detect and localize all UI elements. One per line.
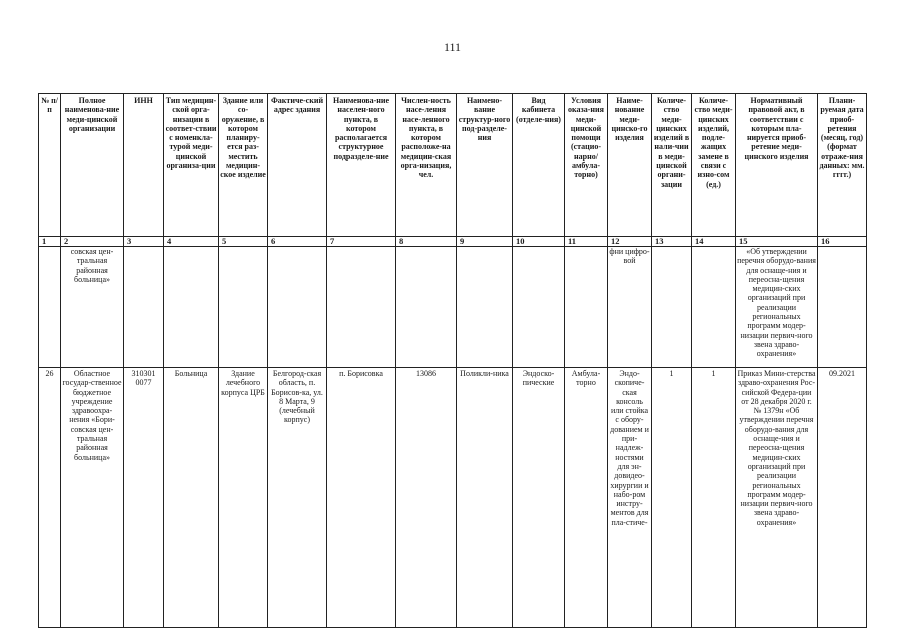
table-cell [164,247,219,368]
table-row [39,368,867,628]
header-cell: Наимено-вание структур-ного под-разделе-ния [457,94,513,237]
header-cell: Полное наименова-ние меди-цинской организации [61,94,124,237]
column-number: 15 [736,237,818,247]
header-cell: Плани-руемая дата приоб-ретения (месяц, год) (формат отраже-ния данных: мм. гггг.) [818,94,867,237]
device-name: Эндо-скопиче-ская консоль или стойка с обору-дованием и при-надлеж-ностями для эн-довидео-хирургии и набо-ром инстру-ментов для пла-стиче- [608,368,652,628]
header-cell: Нормативный правовой акт, в соответствии с которым пла-нируется приоб-ретение меди-цинского изделия [736,94,818,237]
care-conditions: Амбула-торно [565,368,608,628]
planned-date: 09.2021 [818,368,867,628]
column-number: 8 [396,237,457,247]
table-cell [565,247,608,368]
page-number: 111 [443,40,462,54]
row-number: 26 [39,368,61,628]
column-number: 14 [692,237,736,247]
column-number: 10 [513,237,565,247]
column-number: 13 [652,237,692,247]
table-cell [396,247,457,368]
population: 13086 [396,368,457,628]
header-cell: Условия оказа-ния меди-цинской помощи (стацио-нарно/ амбула-торно) [565,94,608,237]
column-number: 6 [268,237,327,247]
settlement: п. Борисовка [327,368,396,628]
header-cell: Количе-ство меди-цинских изделий, подле-жащих замене в связи с изно-сом (ед.) [692,94,736,237]
table-cell [692,247,736,368]
table-cell [457,247,513,368]
header-cell: Тип медицин-ской орга-низации в соответ-ствии с номенкла-турой меди-цинской организа-ции [164,94,219,237]
table-cell [124,247,164,368]
header-cell: Здание или со-оружение, в котором планиру-ется раз-местить медицин-ское изделие [219,94,268,237]
subdivision: Поликли-ника [457,368,513,628]
header-cell: Вид кабинета (отделе-ния) [513,94,565,237]
header-cell: Количе-ство меди-цинских изделий в нали-чии в меди-цинской органи-зации [652,94,692,237]
header-cell: Фактиче-ский адрес здания [268,94,327,237]
column-number: 7 [327,237,396,247]
devices-available: 1 [652,368,692,628]
column-number: 5 [219,237,268,247]
table-cell [327,247,396,368]
table-header-row [39,94,867,237]
header-cell: Числен-ность насе-ления насе-ленного пункта, в котором расположе-на медицин-ская орга-низация, чел. [396,94,457,237]
column-number: 2 [61,237,124,247]
organization-name: Областное государ-ственное бюджетное учреждение здравоохра-нения «Бори-совская цен-тральная районная больница» [61,368,124,628]
column-number: 11 [565,237,608,247]
department-type: Эндоско-пические [513,368,565,628]
header-cell: Наименова-ние населен-ного пункта, в котором располагается структурное подразделе-ние [327,94,396,237]
legal-act: Приказ Мини-стерства здраво-охранения Рос-сийской Федера-ции от 28 декабря 2020 г. № 1379н «Об утверждении перечня оборудо-вания для оснаще-ния и переосна-щения медицин-ских организаций при реализации региональных программ модер-низации первич-ного звена здраво-охранения» [736,368,818,628]
address: Белгород-ская область, п. Борисов-ка, ул. 8 Марта, 9 (лечебный корпус) [268,368,327,628]
building: Здание лечебного корпуса ЦРБ [219,368,268,628]
column-number: 1 [39,237,61,247]
column-number: 12 [608,237,652,247]
column-number: 3 [124,237,164,247]
table-cell [818,247,867,368]
table-cell [513,247,565,368]
medical-equipment-table [38,93,867,628]
table-cell [652,247,692,368]
table-cell [268,247,327,368]
column-number: 16 [818,237,867,247]
continued-table-row [39,247,867,368]
table-cell: фни цифро-вой [608,247,652,368]
column-number: 4 [164,237,219,247]
column-number: 9 [457,237,513,247]
devices-to-replace: 1 [692,368,736,628]
organization-type: Больница [164,368,219,628]
inn: 310301 0077 [124,368,164,628]
header-cell: № п/п [39,94,61,237]
table-cell: совская цен-тральная районная больница» [61,247,124,368]
table-cell [39,247,61,368]
table-cell: «Об утверждении перечня оборудо-вания для оснаще-ния и переосна-щения медицин-ских организаций при реализации региональных программ модер-низации первич-ного звена здраво-охранения» [736,247,818,368]
column-number-row [39,237,867,247]
header-cell: ИНН [124,94,164,237]
table-cell [219,247,268,368]
header-cell: Наиме-нование меди-цинско-го изделия [608,94,652,237]
